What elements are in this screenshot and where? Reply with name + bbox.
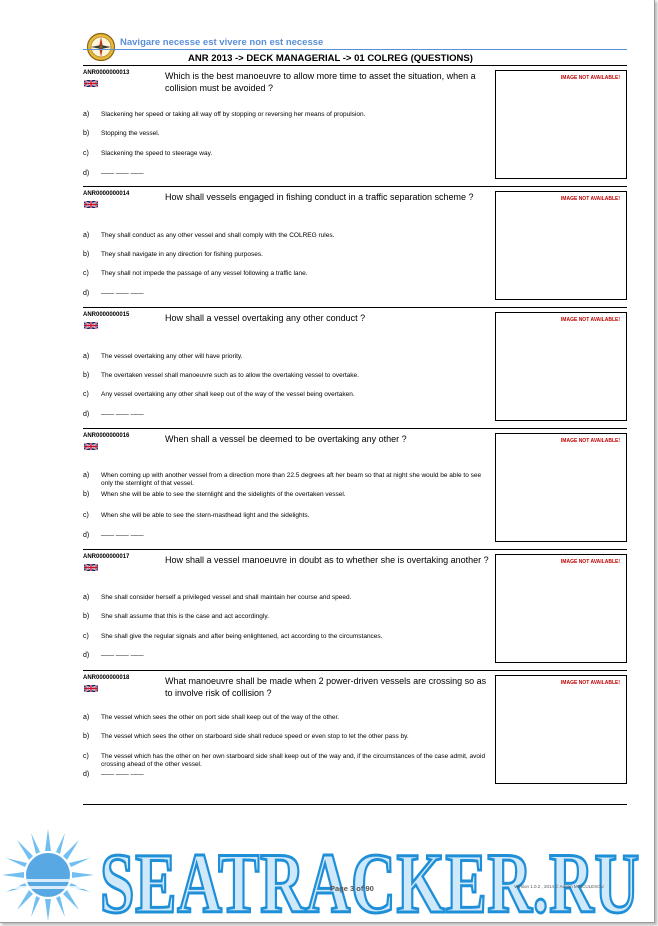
question-text: Which is the best manoeuvre to allow more time to asset the situation, when a collision must be avoided ? (165, 71, 476, 93)
question-block (83, 187, 627, 308)
question-id: ANR0000000015 (83, 312, 130, 318)
footer-divider (83, 804, 627, 805)
answer-text: The vessel which has the other on her own starboard side shall keep out of the way and, if the circumstances of the case admit, avoid crossing ahead of the other vessel. (101, 753, 486, 768)
image-placeholder (495, 312, 627, 421)
answer-letter: c) (83, 633, 89, 640)
answer-letter: b) (83, 251, 90, 258)
question-block (83, 429, 627, 550)
watermark-text: SEATRACKER.RU (100, 835, 640, 923)
question-text: How shall vessels engaged in fishing conduct in a traffic separation scheme ? (165, 192, 474, 202)
answer-letter: c) (83, 150, 89, 157)
answer-letter: d) (83, 290, 90, 297)
answer-text: When coming up with another vessel from a direction more than 22.5 degrees aft her beam so that at night she would be able to see only the sternlight of that vessel. (101, 472, 482, 487)
image-placeholder (495, 675, 627, 784)
seatracker-watermark (0, 820, 655, 923)
image-placeholder-label: IMAGE NOT AVAILABLE! (560, 196, 620, 202)
image-placeholder-label: IMAGE NOT AVAILABLE! (560, 438, 620, 444)
question-id: ANR0000000013 (83, 70, 130, 76)
answer-letter: b) (83, 372, 90, 379)
question-text: How shall a vessel overtaking any other conduct ? (165, 313, 366, 323)
question-id: ANR0000000014 (83, 191, 130, 197)
question-id: ANR0000000016 (83, 433, 130, 439)
answer-letter: b) (83, 733, 90, 740)
uk-flag-icon (84, 563, 98, 572)
answer-text: Slackening her speed or taking all way off by stopping or reversing her means of propulsion. (101, 111, 366, 118)
uk-flag-icon (84, 321, 98, 330)
answer-letter: a) (83, 111, 90, 118)
answer-text: The vessel overtaking any other will have priority. (101, 353, 243, 360)
answer-text: The vessel which sees the other on port side shall keep out of the way of the other. (101, 714, 340, 721)
answer-text: —— —— —— (101, 771, 144, 778)
uk-flag-icon (84, 442, 98, 451)
image-placeholder (495, 554, 627, 663)
answer-letter: d) (83, 411, 90, 418)
image-placeholder-label: IMAGE NOT AVAILABLE! (560, 559, 620, 565)
answer-text: When she will be able to see the stern-masthead light and the sidelights. (101, 512, 310, 519)
question-text: What manoeuvre shall be made when 2 power-driven vessels are crossing so as to involve risk of collision ? (165, 676, 487, 698)
answer-letter: c) (83, 391, 89, 398)
page-of-label: of (356, 884, 364, 893)
image-placeholder (495, 433, 627, 542)
answer-letter: a) (83, 594, 90, 601)
question-text: When shall a vessel be deemed to be overtaking any other ? (165, 434, 407, 444)
question-block (83, 308, 627, 429)
uk-flag-icon (84, 79, 98, 88)
answer-text: —— —— —— (101, 170, 144, 177)
page-title: ANR 2013 -> DECK MANAGERIAL -> 01 COLREG (QUESTIONS) (188, 53, 473, 64)
answer-text: —— —— —— (101, 652, 144, 659)
answer-text: She shall assume that this is the case and act accordingly. (101, 613, 269, 620)
page-label: Page (330, 884, 348, 893)
page-number (330, 884, 374, 893)
answer-text: The vessel which sees the other on starboard side shall reduce speed or even stop to let the other pass by. (101, 733, 409, 740)
page-total: 90 (365, 884, 374, 893)
compass-logo-icon (86, 32, 116, 62)
image-placeholder-label: IMAGE NOT AVAILABLE! (560, 317, 620, 323)
question-id: ANR0000000017 (83, 554, 130, 560)
version-info: Version 1.0.2 , 2014 © Adrian MINCULESCU (514, 884, 604, 889)
answer-text: They shall navigate in any direction for fishing purposes. (101, 251, 263, 258)
question-block (83, 671, 627, 805)
answer-text: —— —— —— (101, 411, 144, 418)
image-placeholder-label: IMAGE NOT AVAILABLE! (560, 680, 620, 686)
question-id: ANR0000000018 (83, 675, 130, 681)
answer-text: Any vessel overtaking any other shall keep out of the way of the vessel being overtaken. (101, 391, 355, 398)
answer-letter: a) (83, 472, 90, 479)
answer-text: —— —— —— (101, 290, 144, 297)
answer-letter: d) (83, 532, 90, 539)
answer-letter: a) (83, 714, 90, 721)
question-block (83, 550, 627, 671)
answer-letter: d) (83, 170, 90, 177)
answer-text: Slackening the speed to steerage way. (101, 150, 213, 157)
answer-text: The overtaken vessel shall manoeuvre such as to allow the overtaking vessel to overtake. (101, 372, 359, 379)
answer-letter: b) (83, 613, 90, 620)
uk-flag-icon (84, 684, 98, 693)
header-motto: Navigare necesse est vivere non est necesse (120, 37, 324, 48)
question-text: How shall a vessel manoeuvre in doubt as to whether she is overtaking another ? (165, 555, 489, 565)
answer-text: When she will be able to see the sternlight and the sidelights of the overtaken vessel. (101, 491, 346, 498)
page-current: 3 (350, 884, 355, 893)
answer-text: They shall not impede the passage of any vessel following a traffic lane. (101, 270, 308, 277)
question-block (83, 66, 627, 187)
uk-flag-icon (84, 200, 98, 209)
answer-text: —— —— —— (101, 532, 144, 539)
image-placeholder (495, 191, 627, 300)
answer-letter: d) (83, 652, 90, 659)
answer-letter: b) (83, 130, 90, 137)
answer-text: She shall consider herself a privileged vessel and shall maintain her course and speed. (101, 594, 352, 601)
image-placeholder-label: IMAGE NOT AVAILABLE! (560, 75, 620, 81)
answer-letter: c) (83, 270, 89, 277)
header-divider-top (83, 49, 627, 50)
answer-text: She shall give the regular signals and after being enlightened, act according to the circumstances. (101, 633, 383, 640)
answer-text: Stopping the vessel. (101, 130, 160, 137)
answer-letter: c) (83, 512, 89, 519)
answer-text: They shall conduct as any other vessel and shall comply with the COLREG rules. (101, 232, 335, 239)
answer-letter: a) (83, 353, 90, 360)
answer-letter: d) (83, 771, 90, 778)
answer-letter: c) (83, 753, 89, 760)
image-placeholder (495, 70, 627, 179)
answer-letter: b) (83, 491, 90, 498)
answer-letter: a) (83, 232, 90, 239)
